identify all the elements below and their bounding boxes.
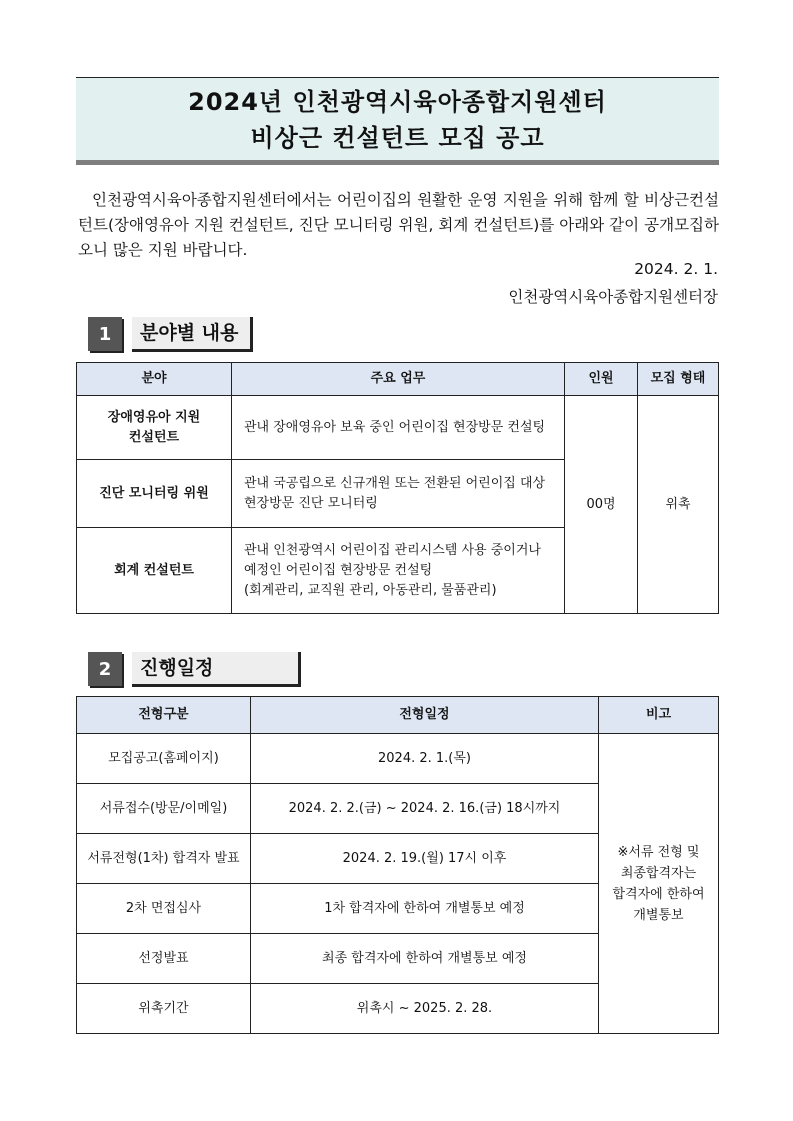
- signer: 인천광역시육아종합지원센터장: [508, 288, 718, 306]
- headcount-cell: 00명: [565, 396, 638, 614]
- duty-cell: 관내 장애영유아 보육 중인 어린이집 현장방문 컨설팅: [232, 396, 565, 460]
- header-field: 분야: [77, 363, 232, 396]
- stage-cell: 위촉기간: [77, 984, 251, 1034]
- table-row: [77, 396, 719, 460]
- section-2-number: 2: [88, 652, 122, 686]
- field-table: [76, 362, 719, 614]
- title-line-2: 비상근 컨설턴트 모집 공고: [250, 124, 545, 152]
- title-box: [76, 77, 719, 165]
- stage-cell: 선정발표: [77, 934, 251, 984]
- section-1-label: 분야별 내용: [132, 317, 253, 352]
- title-line-1: 2024년 인천광역시육아종합지원센터: [188, 88, 607, 116]
- schedule-cell: 2024. 2. 1.(목): [251, 734, 599, 784]
- schedule-cell: 2024. 2. 2.(금) ~ 2024. 2. 16.(금) 18시까지: [251, 784, 599, 834]
- announcement-date: 2024. 2. 1.: [634, 260, 718, 278]
- field-cell: 진단 모니터링 위원: [77, 460, 232, 528]
- note-cell: ※서류 전형 및 최종합격자는 합격자에 한하여 개별통보: [599, 734, 719, 1034]
- duty-cell: 관내 인천광역시 어린이집 관리시스템 사용 중이거나 예정인 어린이집 현장방문 컨설팅 (회계관리, 교직원 관리, 아동관리, 물품관리): [232, 528, 565, 614]
- table-header-row: [77, 697, 719, 734]
- stage-cell: 서류전형(1차) 합격자 발표: [77, 834, 251, 884]
- duty-cell: 관내 국공립으로 신규개원 또는 전환된 어린이집 대상 현장방문 진단 모니터링: [232, 460, 565, 528]
- section-2-label: 진행일정: [132, 652, 301, 687]
- type-cell: 위촉: [638, 396, 719, 614]
- stage-cell: 2차 면접심사: [77, 884, 251, 934]
- table-row: [77, 734, 719, 784]
- schedule-cell: 2024. 2. 19.(월) 17시 이후: [251, 834, 599, 884]
- header-headcount: 인원: [565, 363, 638, 396]
- stage-cell: 모집공고(홈페이지): [77, 734, 251, 784]
- header-stage: 전형구분: [77, 697, 251, 734]
- header-duty: 주요 업무: [232, 363, 565, 396]
- field-cell: 장애영유아 지원 컨설턴트: [77, 396, 232, 460]
- table-header-row: [77, 363, 719, 396]
- schedule-cell: 위촉시 ~ 2025. 2. 28.: [251, 984, 599, 1034]
- schedule-table: [76, 696, 719, 1034]
- header-schedule: 전형일정: [251, 697, 599, 734]
- intro-text: 인천광역시육아종합지원센터에서는 어린이집의 원활한 운영 지원을 위해 함께 할 비상근컨설턴트(장애영유아 지원 컨설턴트, 진단 모니터링 위원, 회계 컨설턴트)를 아래와 같이 공개모집하오니 많은 지원 바랍니다.: [78, 191, 719, 259]
- intro-paragraph: [78, 188, 719, 263]
- section-1-number: 1: [88, 317, 122, 351]
- header-type: 모집 형태: [638, 363, 719, 396]
- field-cell: 회계 컨설턴트: [77, 528, 232, 614]
- schedule-cell: 1차 합격자에 한하여 개별통보 예정: [251, 884, 599, 934]
- header-note: 비고: [599, 697, 719, 734]
- schedule-cell: 최종 합격자에 한하여 개별통보 예정: [251, 934, 599, 984]
- stage-cell: 서류접수(방문/이메일): [77, 784, 251, 834]
